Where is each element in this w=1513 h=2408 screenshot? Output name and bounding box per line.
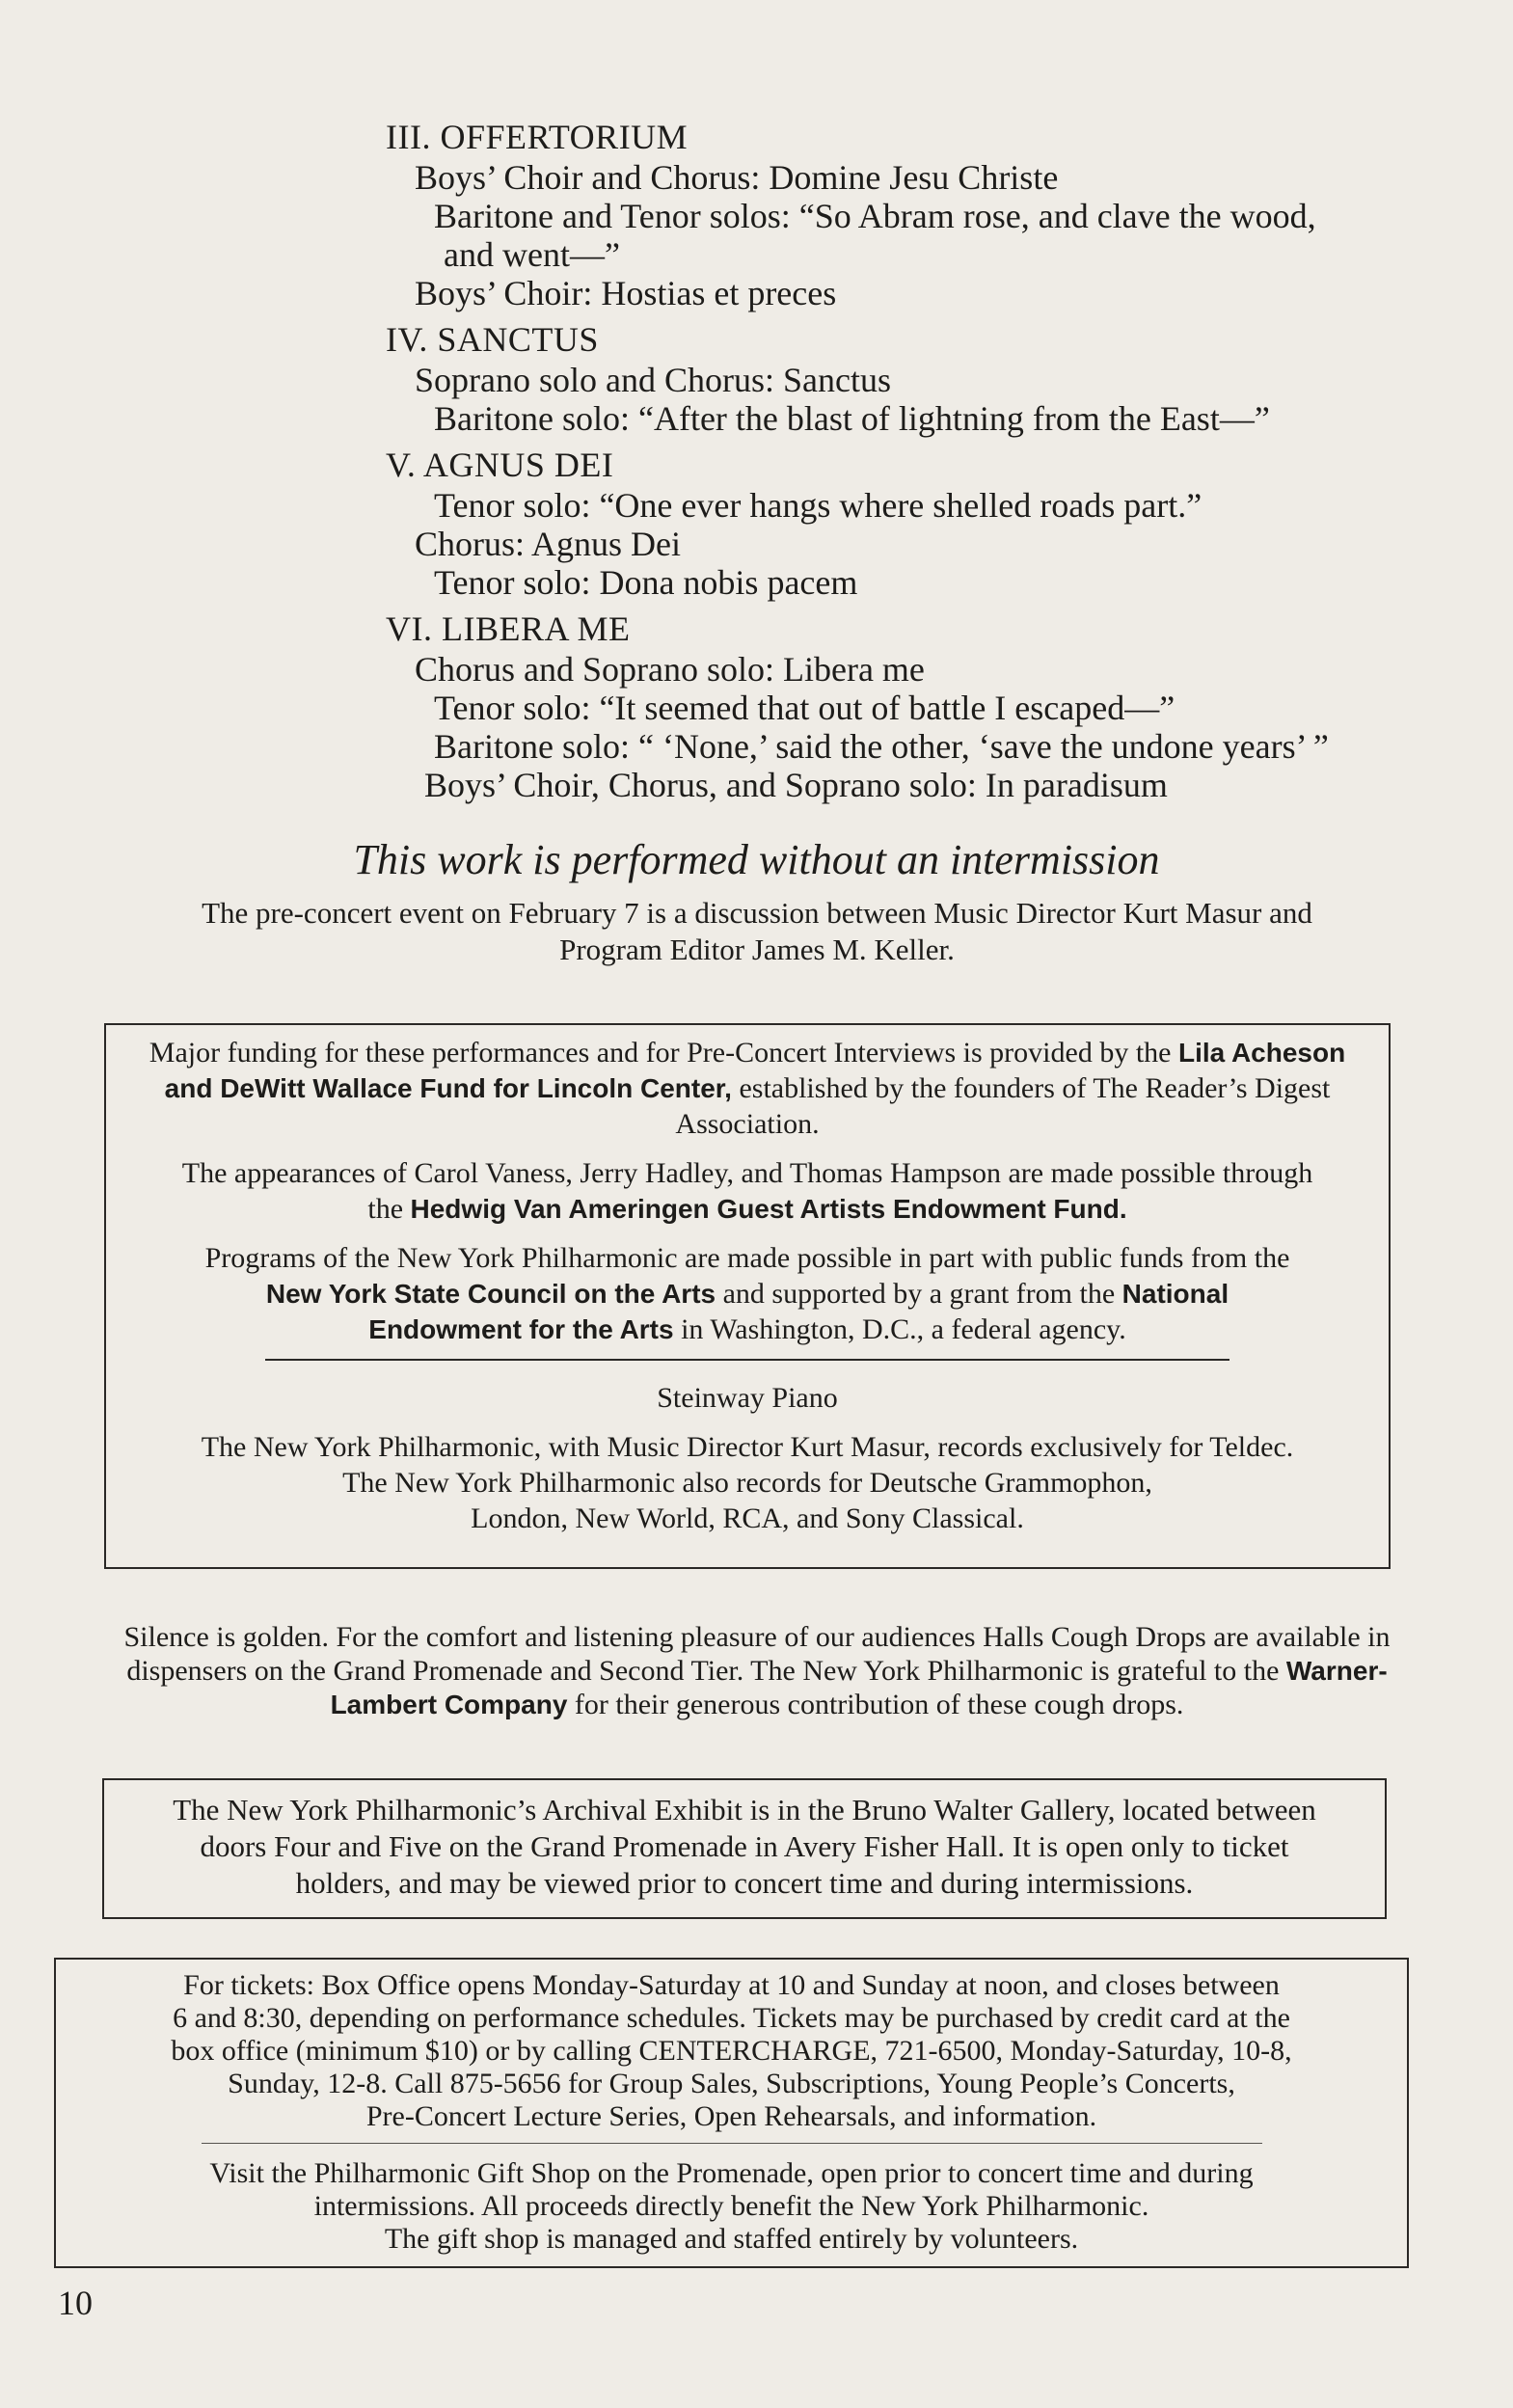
preconcert-line: Program Editor James M. Keller.	[559, 933, 955, 966]
tickets-line: For tickets: Box Office opens Monday-Saturday at 10 and Sunday at noon, and closes between	[183, 1969, 1280, 2001]
movement-title: III. OFFERTORIUM	[386, 118, 689, 156]
movement-line: Tenor solo: “It seemed that out of battle I escaped—”	[434, 689, 1175, 727]
agency-name: New York State Council on the Arts	[265, 1279, 716, 1309]
cough-drops-note: Silence is golden. For the comfort and listening pleasure of our audiences Halls Cough Drops are available in dispensers on the Grand Promenade and Second Tier. The New York Philharmonic is grateful to the Warner-Lambert Company for their generous contribution of these cough drops.	[123, 1621, 1391, 1720]
sponsor-name: Warner-Lambert Company	[330, 1656, 1388, 1719]
preconcert-note	[87, 895, 1427, 968]
archival-box	[102, 1778, 1387, 1919]
preconcert-line: The pre-concert event on February 7 is a discussion between Music Director Kurt Masur and	[202, 896, 1312, 930]
archival-line: doors Four and Five on the Grand Promenade in Avery Fisher Hall. It is open only to ticket	[200, 1829, 1289, 1863]
gift-shop-line: intermissions. All proceeds directly benefit the New York Philharmonic.	[313, 2190, 1149, 2222]
tickets-line: 6 and 8:30, depending on performance schedules. Tickets may be purchased by credit card at the	[173, 2002, 1290, 2034]
movement-line: Boys’ Choir, Chorus, and Soprano solo: In paradisum	[424, 766, 1168, 804]
agency-name: National Endowment for the Arts	[368, 1279, 1229, 1344]
movement-line: Boys’ Choir and Chorus: Domine Jesu Christe	[415, 158, 1059, 197]
fund-name: Hedwig Van Ameringen Guest Artists Endowment Fund.	[410, 1194, 1127, 1224]
tickets-line: box office (minimum $10) or by calling CENTERCHARGE, 721-6500, Monday-Saturday, 10-8,	[171, 2035, 1292, 2067]
funding-paragraph: Major funding for these performances and for Pre-Concert Interviews is provided by the Lila Acheson and DeWitt Wallace Fund for Lincoln Center, established by the founders of The Reader’s Digest Association.	[149, 1037, 1346, 1140]
artists-paragraph: The appearances of Carol Vaness, Jerry Hadley, and Thomas Hampson are made possible through the Hedwig Van Ameringen Guest Artists Endowment Fund.	[181, 1157, 1313, 1225]
movement-line: Tenor solo: “One ever hangs where shelled roads part.”	[434, 486, 1202, 525]
divider	[202, 2143, 1262, 2144]
archival-line: holders, and may be viewed prior to concert time and during intermissions.	[295, 1866, 1194, 1900]
gift-shop-line: The gift shop is managed and staffed entirely by volunteers.	[384, 2223, 1079, 2255]
funding-box	[104, 1023, 1391, 1569]
recording-line: London, New World, RCA, and Sony Classical.	[471, 1502, 1024, 1534]
movement-title: V. AGNUS DEI	[386, 446, 614, 484]
intermission-note: This work is performed without an intermission	[353, 836, 1160, 883]
tickets-box	[54, 1958, 1409, 2268]
public-funds-paragraph: Programs of the New York Philharmonic are made possible in part with public funds from the New York State Council on the Arts and supported by a grant from the National Endowment for the Arts in Washington, D.C., a federal agency.	[204, 1242, 1290, 1345]
piano-credit: Steinway Piano	[657, 1382, 838, 1414]
recording-line: The New York Philharmonic, with Music Director Kurt Masur, records exclusively for Teldec.	[201, 1431, 1294, 1463]
page-number: 10	[58, 2284, 93, 2322]
divider	[265, 1359, 1229, 1361]
movement-title: VI. LIBERA ME	[386, 609, 631, 648]
tickets-line: Pre-Concert Lecture Series, Open Rehearsals, and information.	[365, 2100, 1097, 2132]
archival-line: The New York Philharmonic’s Archival Exhibit is in the Bruno Walter Gallery, located between	[173, 1793, 1316, 1826]
movement-line: Tenor solo: Dona nobis pacem	[434, 563, 858, 602]
movement-title: IV. SANCTUS	[386, 320, 599, 359]
movement-line: Baritone and Tenor solos: “So Abram rose, and clave the wood,	[434, 197, 1316, 235]
movement-line: Baritone solo: “ ‘None,’ said the other, ‘save the undone years’ ”	[434, 727, 1329, 766]
gift-shop-line: Visit the Philharmonic Gift Shop on the Promenade, open prior to concert time and during	[209, 2157, 1254, 2189]
tickets-line: Sunday, 12-8. Call 875-5656 for Group Sales, Subscriptions, Young People’s Concerts,	[228, 2068, 1235, 2099]
movement-listing	[386, 116, 1427, 804]
funder-name: Lila Acheson and DeWitt Wallace Fund for Lincoln Center,	[164, 1038, 1346, 1103]
movement-line: Soprano solo and Chorus: Sanctus	[415, 361, 891, 399]
movement-line: Chorus: Agnus Dei	[415, 525, 682, 563]
movement-line: Boys’ Choir: Hostias et preces	[415, 274, 837, 312]
movement-line: and went—”	[444, 235, 620, 274]
movement-line: Baritone solo: “After the blast of lightning from the East—”	[434, 399, 1270, 438]
recording-line: The New York Philharmonic also records for Deutsche Grammophon,	[342, 1467, 1152, 1499]
movement-line: Chorus and Soprano solo: Libera me	[415, 650, 925, 689]
